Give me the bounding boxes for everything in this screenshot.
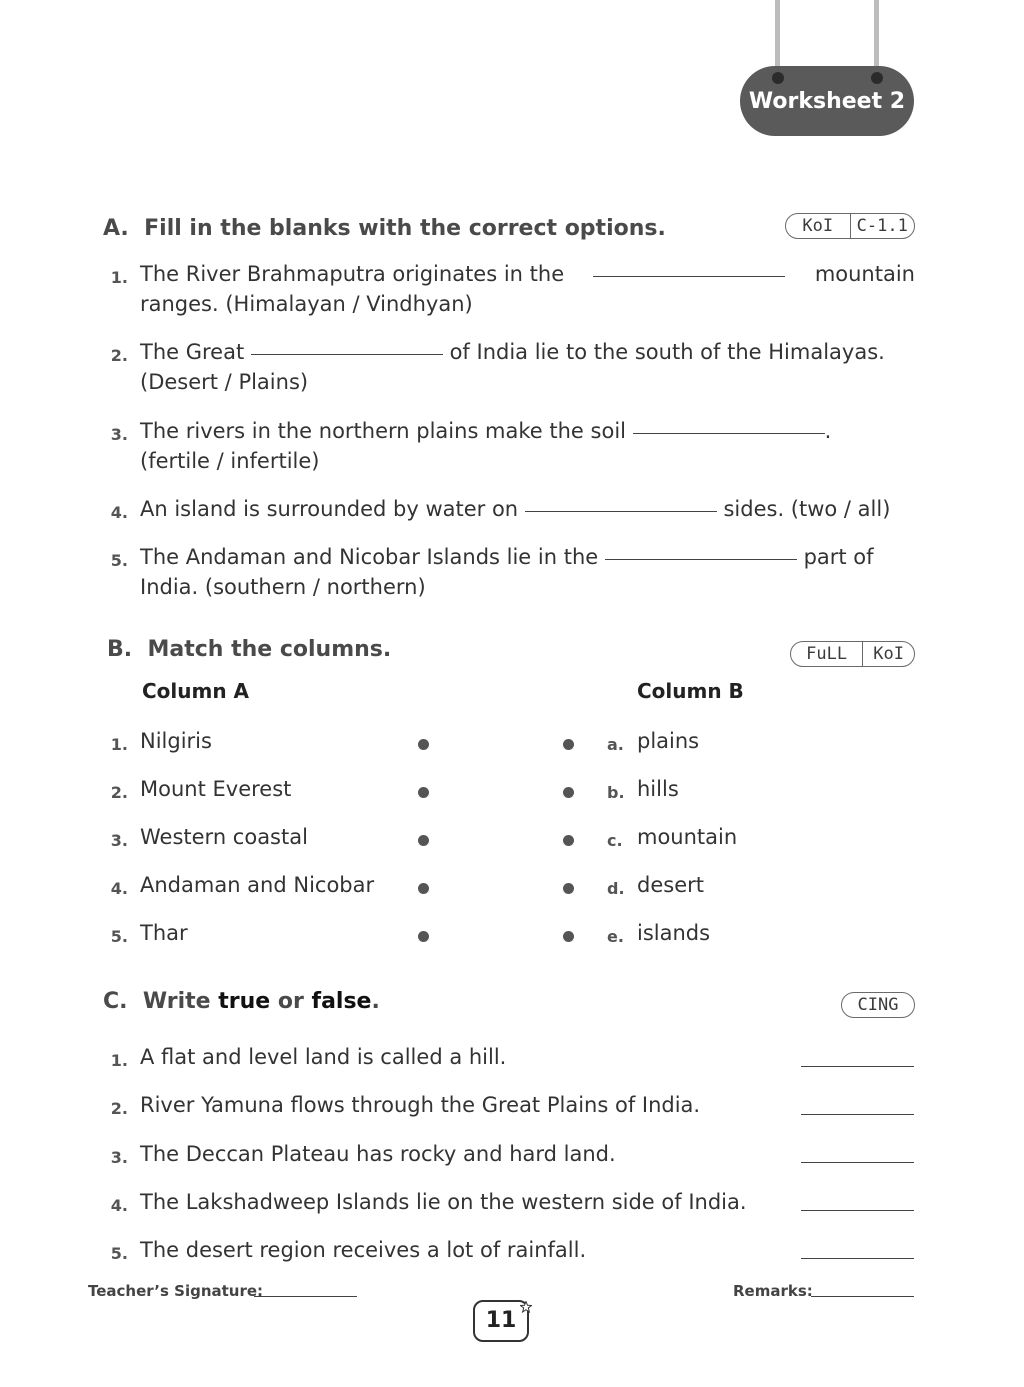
true-false-statement: The Deccan Plateau has rocky and hard land. xyxy=(140,1142,616,1166)
item-options: ranges. (Himalayan / Vindhyan) xyxy=(140,292,473,316)
section-c-heading-end: . xyxy=(371,989,380,1014)
column-a-item: Nilgiris xyxy=(140,729,212,753)
item-options: (fertile / infertile) xyxy=(140,449,320,473)
column-b-item: desert xyxy=(637,873,704,897)
fill-blank-item-3 xyxy=(140,419,831,443)
column-a-heading: Column A xyxy=(142,679,250,703)
answer-line[interactable] xyxy=(801,1162,914,1163)
column-a-item: Thar xyxy=(140,921,188,945)
item-text: . xyxy=(824,419,832,443)
remarks-label: Remarks: xyxy=(733,1282,813,1300)
match-dot-right[interactable] xyxy=(563,739,574,750)
item-number: 1. xyxy=(110,735,128,754)
blank-line[interactable] xyxy=(605,559,797,560)
true-false-statement: A flat and level land is called a hill. xyxy=(140,1045,507,1069)
match-dot-right[interactable] xyxy=(563,835,574,846)
blank-line[interactable] xyxy=(251,354,443,355)
item-number: 3. xyxy=(110,831,128,850)
true-false-statement: River Yamuna flows through the Great Plains of India. xyxy=(140,1093,701,1117)
worksheet-tag: Worksheet 2 xyxy=(740,66,914,136)
answer-line[interactable] xyxy=(801,1114,914,1115)
column-b-item: mountain xyxy=(637,825,738,849)
match-dot-left[interactable] xyxy=(418,787,429,798)
match-dot-right[interactable] xyxy=(563,787,574,798)
answer-line[interactable] xyxy=(801,1258,914,1259)
fill-blank-item-4 xyxy=(140,497,890,521)
section-c-heading-prefix: Write xyxy=(142,989,211,1014)
item-number: 4. xyxy=(110,503,128,522)
item-text: sides. (two / all) xyxy=(723,497,891,521)
item-text: The River Brahmaputra originates in the xyxy=(140,262,565,286)
blank-line[interactable] xyxy=(633,433,825,434)
section-b-title xyxy=(107,637,391,662)
tag-hanger-left xyxy=(775,0,780,72)
remarks-line[interactable] xyxy=(811,1296,914,1297)
section-c-heading-true: true xyxy=(218,989,271,1014)
item-number: 5. xyxy=(110,1244,128,1263)
item-number: 5. xyxy=(110,551,128,570)
item-text: The Great xyxy=(140,340,245,364)
item-options: India. (southern / northern) xyxy=(140,575,426,599)
teacher-signature-line[interactable] xyxy=(254,1296,357,1297)
true-false-statement: The Lakshadweep Islands lie on the western side of India. xyxy=(140,1190,747,1214)
item-number: 3. xyxy=(110,1148,128,1167)
item-letter: d. xyxy=(607,879,625,898)
column-b-item: plains xyxy=(637,729,700,753)
fill-blank-item-1 xyxy=(140,262,915,286)
item-letter: b. xyxy=(607,783,625,802)
tag-hole-right xyxy=(871,72,883,84)
blank-line[interactable] xyxy=(593,276,785,277)
item-letter: a. xyxy=(607,735,624,754)
badge-full: FuLL xyxy=(806,644,848,664)
match-dot-right[interactable] xyxy=(563,883,574,894)
section-a-heading: Fill in the blanks with the correct options. xyxy=(144,216,666,241)
fill-blank-item-2 xyxy=(140,340,885,364)
match-dot-right[interactable] xyxy=(563,931,574,942)
item-number: 2. xyxy=(110,783,128,802)
section-a-skill-badge xyxy=(785,213,915,239)
item-text: mountain xyxy=(814,262,915,286)
match-dot-left[interactable] xyxy=(418,739,429,750)
teacher-signature-label: Teacher’s Signature: xyxy=(88,1282,264,1300)
match-dot-left[interactable] xyxy=(418,883,429,894)
item-options: (Desert / Plains) xyxy=(140,370,309,394)
column-a-item: Andaman and Nicobar xyxy=(140,873,375,897)
section-c-title xyxy=(103,989,380,1014)
column-a-item: Mount Everest xyxy=(140,777,292,801)
item-number: 4. xyxy=(110,1196,128,1215)
blank-line[interactable] xyxy=(525,511,717,512)
item-letter: c. xyxy=(607,831,623,850)
section-c-letter: C. xyxy=(103,989,128,1014)
badge-koi: KoI xyxy=(862,642,914,666)
section-c-skill-badge xyxy=(841,992,915,1018)
section-a-letter: A. xyxy=(103,216,129,241)
column-a-item: Western coastal xyxy=(140,825,308,849)
section-b-skill-badge xyxy=(790,641,915,667)
section-a-title xyxy=(103,216,666,241)
star-icon xyxy=(520,1301,532,1313)
tag-hanger-right xyxy=(874,0,879,72)
column-b-heading: Column B xyxy=(637,679,744,703)
fill-blank-item-5 xyxy=(140,545,874,569)
item-text: part of xyxy=(803,545,874,569)
badge-cing: CING xyxy=(857,995,899,1015)
badge-c11: C-1.1 xyxy=(850,214,915,238)
answer-line[interactable] xyxy=(801,1210,914,1211)
item-text: The Andaman and Nicobar Islands lie in the xyxy=(140,545,599,569)
match-dot-left[interactable] xyxy=(418,835,429,846)
section-b-heading: Match the columns. xyxy=(147,637,392,662)
item-text: The rivers in the northern plains make the soil xyxy=(140,419,626,443)
true-false-statement: The desert region receives a lot of rainfall. xyxy=(140,1238,587,1262)
section-c-heading-false: false xyxy=(311,989,372,1014)
item-number: 5. xyxy=(110,927,128,946)
badge-koi: KoI xyxy=(802,216,834,236)
item-letter: e. xyxy=(607,927,624,946)
tag-hole-left xyxy=(772,72,784,84)
item-text: An island is surrounded by water on xyxy=(140,497,519,521)
page-number: 11 xyxy=(485,1308,517,1333)
column-b-item: hills xyxy=(637,777,679,801)
column-b-item: islands xyxy=(637,921,711,945)
section-b-letter: B. xyxy=(107,637,133,662)
item-number: 1. xyxy=(110,268,128,287)
answer-line[interactable] xyxy=(801,1066,914,1067)
item-number: 1. xyxy=(110,1051,128,1070)
item-text: of India lie to the south of the Himalayas. xyxy=(449,340,885,364)
section-c-heading-or: or xyxy=(277,989,304,1014)
item-number: 2. xyxy=(110,346,128,365)
item-number: 4. xyxy=(110,879,128,898)
item-number: 3. xyxy=(110,425,128,444)
item-number: 2. xyxy=(110,1099,128,1118)
match-dot-left[interactable] xyxy=(418,931,429,942)
